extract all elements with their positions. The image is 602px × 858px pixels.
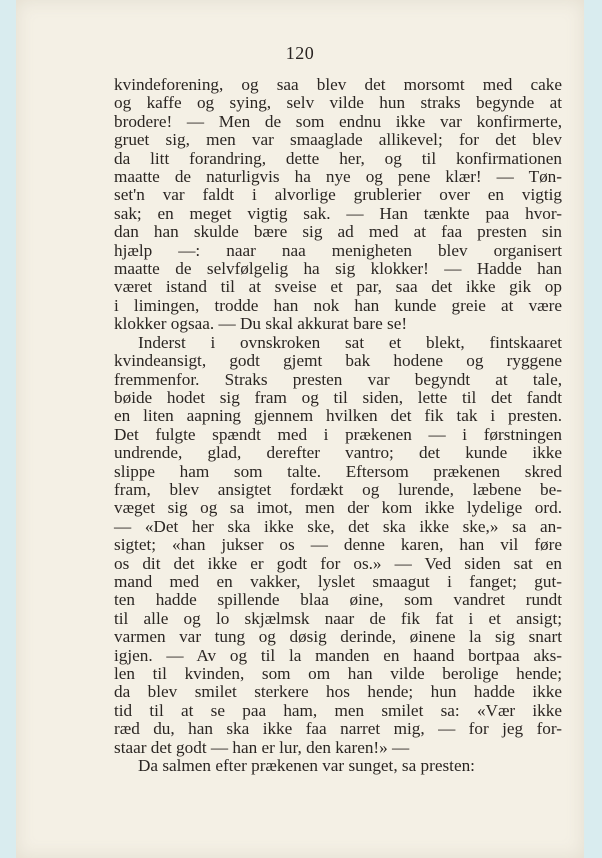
text-line: bøide hodet sig fram og til siden, lette til det fandt [114,387,562,407]
text-line: dan han skulde bære sig ad med at faa presten sin [114,222,562,242]
text-line: undrende, glad, derefter vantro; det kunde ikke [114,443,562,463]
text-line: klokker ogsaa. — Du skal akkurat bare se! [114,314,408,334]
text-line: Det fulgte spændt med i prækenen — i førstningen [114,424,562,444]
text-line: mand med en vakker, lyslet smaagut i fanget; gut- [114,571,562,591]
text-line: kvindeforening, og saa blev det morsomt med cake [114,75,562,94]
text-line: en liten aapning gjennem hvilken det fik tak i presten. [114,406,562,426]
text-line: da litt forandring, dette her, og til konfirmationen [114,148,562,168]
text-line: maatte de naturligvis ha nye og pene klær! — Tøn- [114,167,562,187]
text-line: Inderst i ovnskroken sat et blekt, fintskaaret [138,332,562,352]
text-line: tid til at se paa ham, men smilet sa: «Vær ikke [114,700,562,720]
text-line: fremmenfor. Straks presten var begyndt at tale, [114,369,562,389]
text-line: været istand til at sveise et par, saa det ikke gik op [114,277,562,297]
book-page [16,0,584,858]
text-line: og kaffe og sying, selv vilde hun straks begynde at [114,93,562,113]
text-line: kvindeansigt, godt gjemt bak hodene og ryggene [114,351,562,371]
text-line: da blev smilet sterkere hos hende; hun hadde ikke [114,682,562,702]
text-line: Da salmen efter prækenen var sunget, sa presten: [138,756,475,776]
text-line: brodere! — Men de som endnu ikke var konfirmerte, [114,111,562,131]
text-line: væget sig og sa imot, men der kom ikke lydelige ord. [114,498,562,518]
body-text [114,76,562,775]
text-line: staar det godt — han er lur, den karen!» — [114,737,410,757]
paragraph-3 [114,757,562,775]
text-line: — «Det her ska ikke ske, det ska ikke ske,» sa an- [114,516,562,536]
text-line: slippe ham som talte. Eftersom prækenen skred [114,461,562,481]
text-line: fram, blev ansigtet fordækt og lurende, læbene be- [114,479,562,499]
text-line: gruet sig, men var smaaglade allikevel; for det blev [114,130,562,150]
text-line: varmen var tung og døsig derinde, øinene la sig snart [114,627,562,647]
text-line: os dit det ikke er godt for os.» — Ved siden sat en [114,553,562,573]
text-line: igjen. — Av og til la manden en haand bortpaa aks- [114,645,562,665]
text-line: len til kvinden, som om han vilde berolige hende; [114,664,562,683]
text-line: ræd du, han ska ikke faa narret mig, — for jeg for- [114,719,562,739]
text-line: i limingen, trodde han nok han kunde greie at være [114,295,562,315]
text-line: set'n var faldt i alvorlige grublerier over en vigtig [114,185,562,205]
text-line: sigtet; «han jukser os — denne karen, han vil føre [114,535,562,555]
text-line: maatte de selvfølgelig ha sig klokker! — Hadde han [114,259,562,279]
text-line: hjælp —: naar naa menigheten blev organisert [114,240,562,260]
text-line: ten hadde spillende blaa øine, som vandret rundt [114,590,562,610]
paragraph-2 [114,334,562,757]
page-number: 120 [285,43,315,63]
paragraph-1 [114,76,562,334]
text-line: sak; en meget vigtig sak. — Han tænkte paa hvor- [114,203,562,223]
text-line: til alle og lo skjælmsk naar de fik fat i et ansigt; [114,608,562,628]
